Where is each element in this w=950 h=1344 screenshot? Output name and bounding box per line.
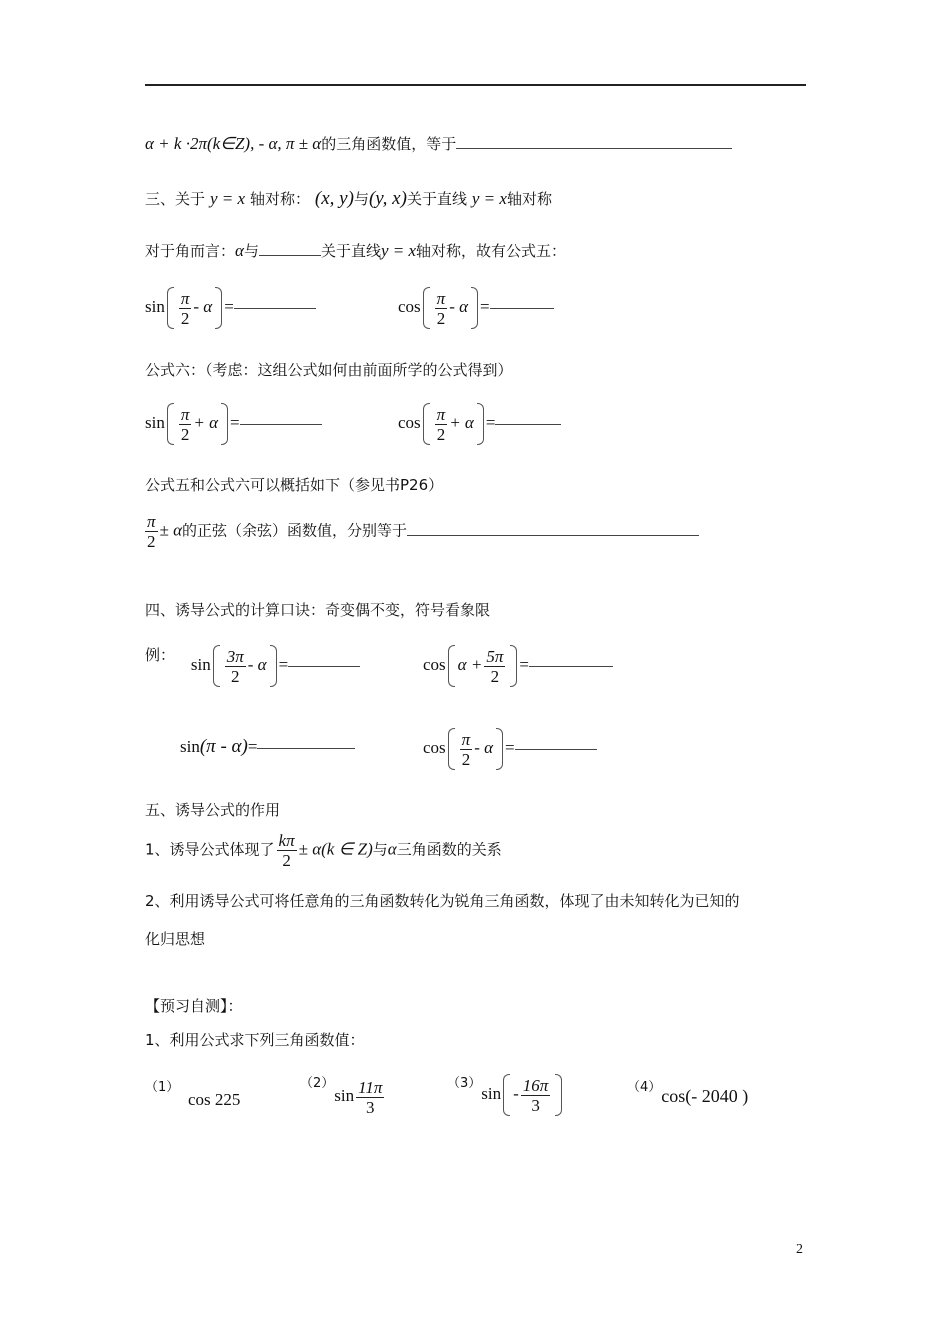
sec3-mid1: 轴对称： [249,190,310,208]
example-row-2b [423,728,597,770]
line1-text: 的三角函数值，等于 [321,135,457,153]
fraction: $\frac{\pi}{2}$ [180,404,190,444]
answer-blank[interactable] [456,136,732,149]
equals: = [485,413,496,432]
angle-mid: 关于直线 [320,242,381,260]
fraction: $\frac{k\pi}{2}$ [278,831,295,870]
item1-prefix: 1、诱导公式体现了 [145,840,275,859]
paren-right [215,287,222,329]
angle-suffix: 轴对称，故有公式五： [416,242,567,260]
fraction: $\frac{11\pi}{3}$ [358,1077,383,1117]
question-number: （2） [300,1076,335,1091]
header-rule [145,84,806,86]
paren-right [496,728,503,770]
minus-sign: - [513,1084,519,1103]
paren-right [221,403,228,445]
fn-cos: cos [398,297,421,316]
formula-6-cos [398,403,561,445]
example-row-2 [180,737,355,757]
fraction: $\frac{\pi}{2}$ [180,288,190,328]
equals: = [278,655,289,674]
paren-right [471,287,478,329]
question-1d [627,1078,748,1107]
section-5-heading: 五、诱导公式的作用 [145,801,281,819]
fraction: $\frac{5\pi}{2}$ [486,646,504,686]
question-number: （1） [145,1080,180,1095]
summary-line [145,512,699,551]
formula-5-cos [398,287,554,329]
fraction: $\frac{3\pi}{2}$ [226,646,244,686]
paren-left [213,645,220,687]
sec3-expr-yx: y = x [209,189,246,208]
question-1b [300,1074,386,1117]
paren-right [477,403,484,445]
formula-6-sin [145,403,322,445]
summary-text: 的正弦（余弦）函数值，分别等于 [182,521,408,540]
item1-expr: ± α(k ∈ Z) [298,839,373,859]
fraction: $\frac{\pi}{2}$ [436,404,446,444]
paren-left [448,728,455,770]
operator: - α [193,297,213,316]
question-number: （4） [627,1080,662,1095]
equals: = [247,737,258,756]
section-3-heading [145,189,552,209]
equals: = [230,413,240,432]
paren-left [167,403,174,445]
example-label: 例： [145,646,176,664]
fn-sin: sin [190,655,211,674]
paren-right [555,1074,562,1116]
operator: - α [449,297,469,316]
operator: α + [457,655,483,674]
preview-title: 【预习自测】： [145,997,243,1015]
fn-cos: cos [423,738,446,757]
question-1a-expr: cos 225 [188,1090,241,1109]
paren-left [167,287,174,329]
answer-blank[interactable] [259,243,321,256]
question-1-title: 1、利用公式求下列三角函数值： [145,1031,365,1049]
item-1 [145,831,502,870]
fn-sin: sin [145,413,165,432]
fraction: $\frac{\pi}{2}$ [461,729,471,769]
answer-blank[interactable] [257,747,355,749]
answer-blank[interactable] [407,523,699,536]
sec3-point-yx: (y, x) [368,188,407,209]
expr-alpha-k2pi: α + k ·2π(k∈Z), - α, π ± α [145,134,322,153]
argument: (π - α) [199,736,248,757]
paren-left [503,1074,510,1116]
equals: = [480,297,490,316]
summary-title: 公式五和公式六可以概括如下（参见书P26） [145,476,444,494]
alpha-symbol: α [387,839,397,859]
answer-blank[interactable] [529,665,613,667]
angle-expr: y = x [380,241,417,260]
question-1c [447,1074,564,1116]
question-number: （3） [447,1076,482,1091]
fn-sin: sin [180,737,200,756]
formula-line-1 [145,134,732,154]
formula-6-title: 公式六：（考虑：这组公式如何由前面所学的公式得到） [145,361,513,379]
question-1d-expr: cos(- 2040 ) [661,1086,749,1106]
equals: = [224,297,234,316]
fraction: $\frac{\pi}{2}$ [147,512,156,551]
item-2-line-1: 2、利用诱导公式可将任意角的三角函数转化为锐角三角函数，体现了由未知转化为已知的 [145,892,740,910]
operator: - α [474,738,494,757]
answer-blank[interactable] [240,423,322,425]
fn-sin: sin [145,297,165,316]
paren-left [423,403,430,445]
equals: = [505,738,515,757]
answer-blank[interactable] [515,748,597,750]
operator: ± α [159,520,183,540]
item-2-line-2: 化归思想 [145,930,206,948]
paren-right [510,645,517,687]
angle-yu: 与 [243,242,259,260]
equals: = [519,655,529,674]
operator: + α [449,413,474,432]
item1-suffix: 三角函数的关系 [396,840,502,859]
answer-blank[interactable] [288,665,360,667]
sec3-point-xy: (x, y) [314,188,354,209]
angle-prefix: 对于角而言： [145,242,236,260]
paren-left [448,645,455,687]
operator: - α [247,655,267,674]
sec3-prefix: 三、关于 [145,190,206,208]
fraction: $\frac{16\pi}{3}$ [522,1075,549,1115]
sec3-mid2: 与 [353,190,369,208]
fn-cos: cos [398,413,421,432]
paren-left [423,287,430,329]
sec3-mid3: 关于直线 [406,190,467,208]
fraction: $\frac{\pi}{2}$ [436,288,446,328]
answer-blank[interactable] [234,307,316,309]
answer-blank[interactable] [490,307,554,309]
answer-blank[interactable] [495,423,561,425]
operator: + α [193,413,219,432]
fn-cos: cos [423,655,446,674]
page-number: 2 [796,1242,803,1257]
sec3-mid4: 轴对称 [506,190,552,208]
item1-yu: 与 [372,840,388,859]
example-row-1b [423,645,613,687]
paren-right [270,645,277,687]
formula-5-sin [145,287,316,329]
angle-line [145,241,566,261]
fn-sin: sin [481,1084,502,1103]
example-row-1 [145,645,360,687]
question-1a [145,1078,179,1098]
fn-sin: sin [334,1086,355,1105]
alpha-symbol: α [235,241,244,260]
section-4-heading: 四、诱导公式的计算口诀：奇变偶不变，符号看象限 [145,601,491,619]
sec3-expr-line: y = x [471,189,507,208]
